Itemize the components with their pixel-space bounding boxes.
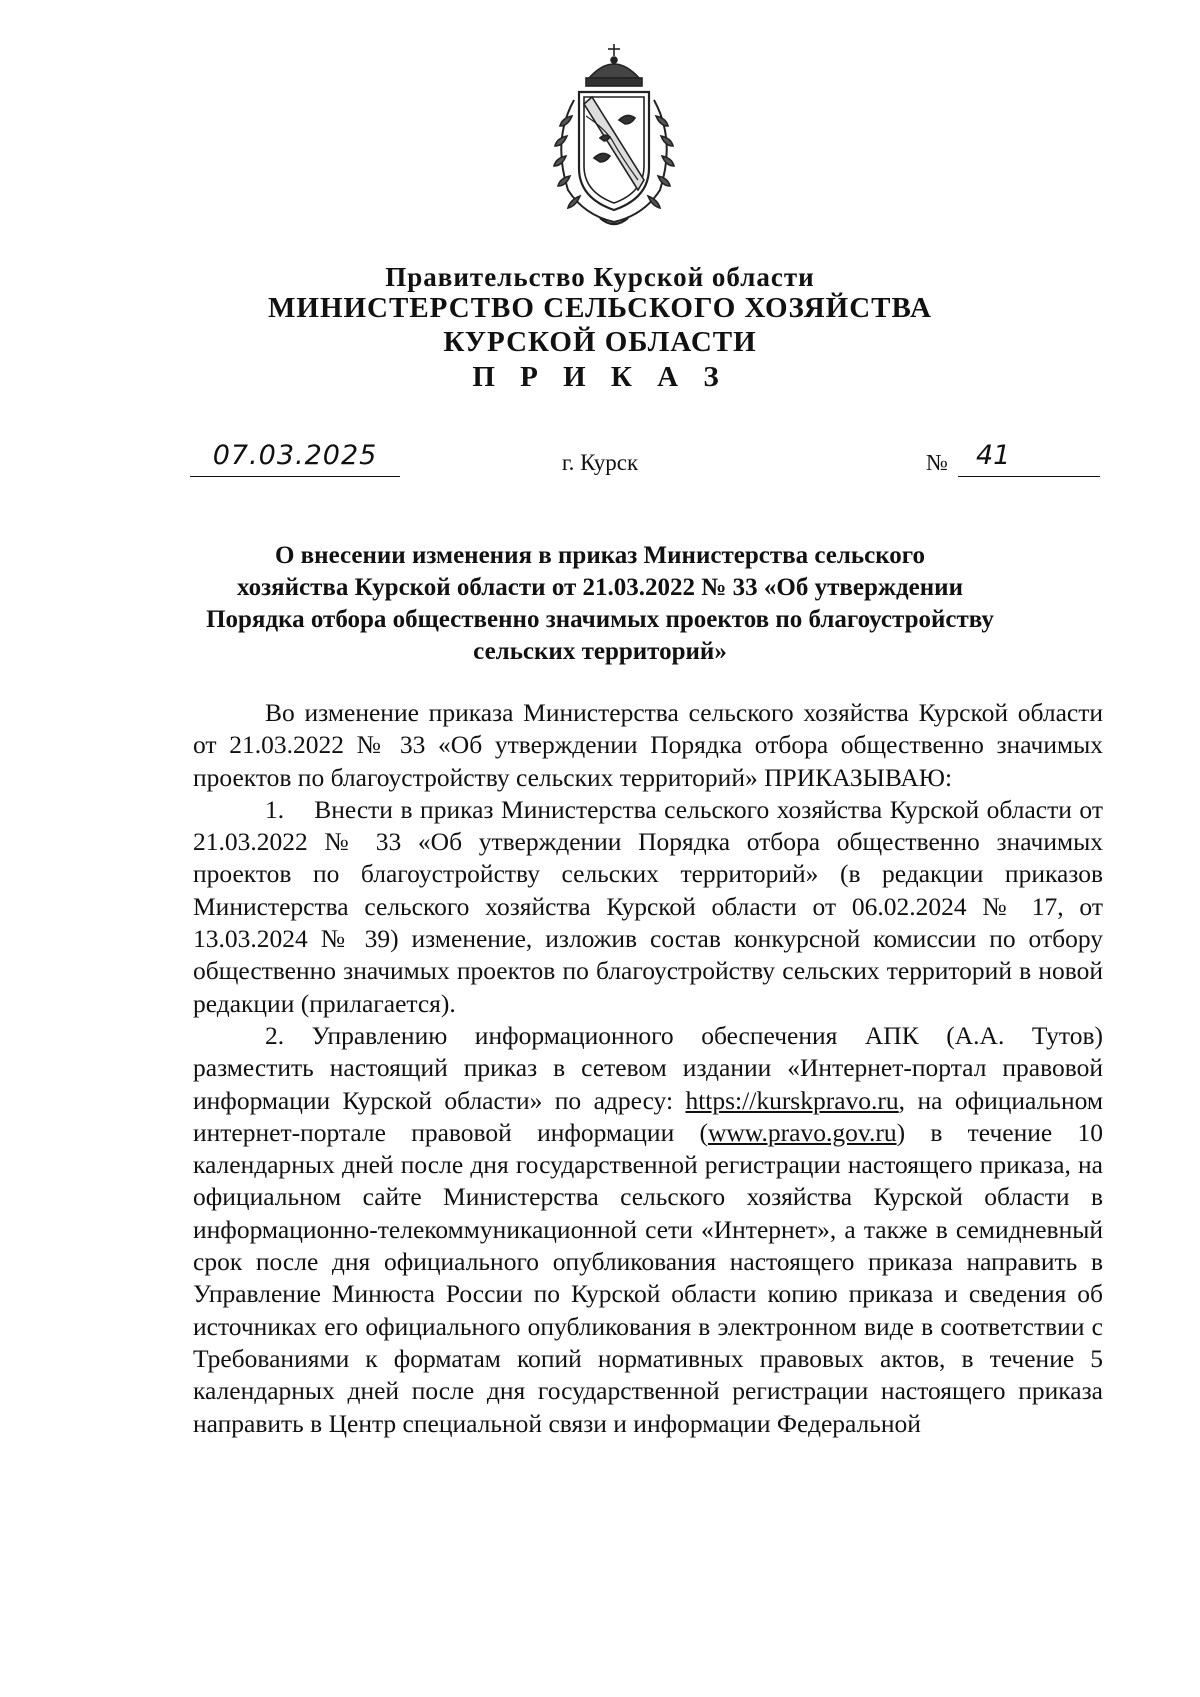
title-line: сельских территорий» (473, 638, 727, 665)
intro-paragraph: Во изменение приказа Министерства сельского хозяйства Курской области от 21.03.2022 № 33 «Об утверждении Порядка отбора общественно значимых проектов по благоустройству сельских территорий» ПРИКАЗЫВАЮ: (193, 698, 1103, 792)
order-number: 41 (976, 440, 1011, 471)
title-line: хозяйства Курской области от 21.03.2022 № 33 «Об утверждении (237, 574, 963, 601)
order-number-field (958, 440, 1100, 477)
ministry-name-line1: МИНИСТЕРСТВО СЕЛЬСКОГО ХОЗЯЙСТВА (268, 292, 932, 324)
item-2-paragraph (193, 1020, 1103, 1440)
order-date: 07.03.2025 (212, 440, 378, 471)
coat-of-arms-emblem (534, 40, 694, 232)
title-line: Порядка отбора общественно значимых проектов по благоустройству (206, 606, 994, 633)
item-2-text: , на официальном интернет-портале правовой информации ( (193, 1085, 1103, 1147)
item-2-text: ) в течение 10 календарных дней после дня государственной регистрации настоящего приказа, на официальном сайте Министерства сельского хозяйства Курской области в информационно-телекоммуникационной сети «Интернет», а также в семидневный срок после дня официального опубликования настоящего приказа направить в Управление Минюста России по Курской области копию приказа и сведения об источниках его официального опубликования в электронном виде в соответствии с Требованиями к форматам копий нормативных правовых актов, в течение 5 календарных дней после дня государственной регистрации настоящего приказа направить в Центр специальной связи и информации Федеральной (193, 1117, 1103, 1438)
title-line: О внесении изменения в приказ Министерства сельского (274, 542, 925, 569)
order-city: г. Курск (561, 450, 639, 475)
item-2-text: 2. Управлению информационного обеспечения АПК (А.А. Тутов) разместить настоящий приказ в сетевом издании «Интернет-портал правовой информации Курской области» по адресу: (193, 1020, 1103, 1115)
item-1-paragraph: 1. Внести в приказ Министерства сельского хозяйства Курской области от 21.03.2022 № 33 «Об утверждении Порядка отбора общественно значимых проектов по благоустройству сельских территорий» (в редакции приказов Министерства сельского хозяйства Курской области от 06.02.2024 № 17, от 13.03.2024 № 39) изменение, изложив состав конкурсной комиссии по отбору общественно значимых проектов по благоустройству сельских территорий в новой редакции (прилагается). (193, 794, 1103, 1018)
pravo-gov-link[interactable]: www.pravo.gov.ru (707, 1117, 897, 1147)
order-number-label: № (926, 450, 948, 475)
order-title (0, 540, 1200, 668)
kurskpravo-link[interactable]: https://kurskpravo.ru (685, 1085, 899, 1115)
document-type: П Р И К А З (472, 361, 728, 393)
order-body (193, 697, 1103, 1440)
government-name: Правительство Курской области (385, 262, 815, 292)
ministry-name-line2: КУРСКОЙ ОБЛАСТИ (443, 326, 757, 358)
